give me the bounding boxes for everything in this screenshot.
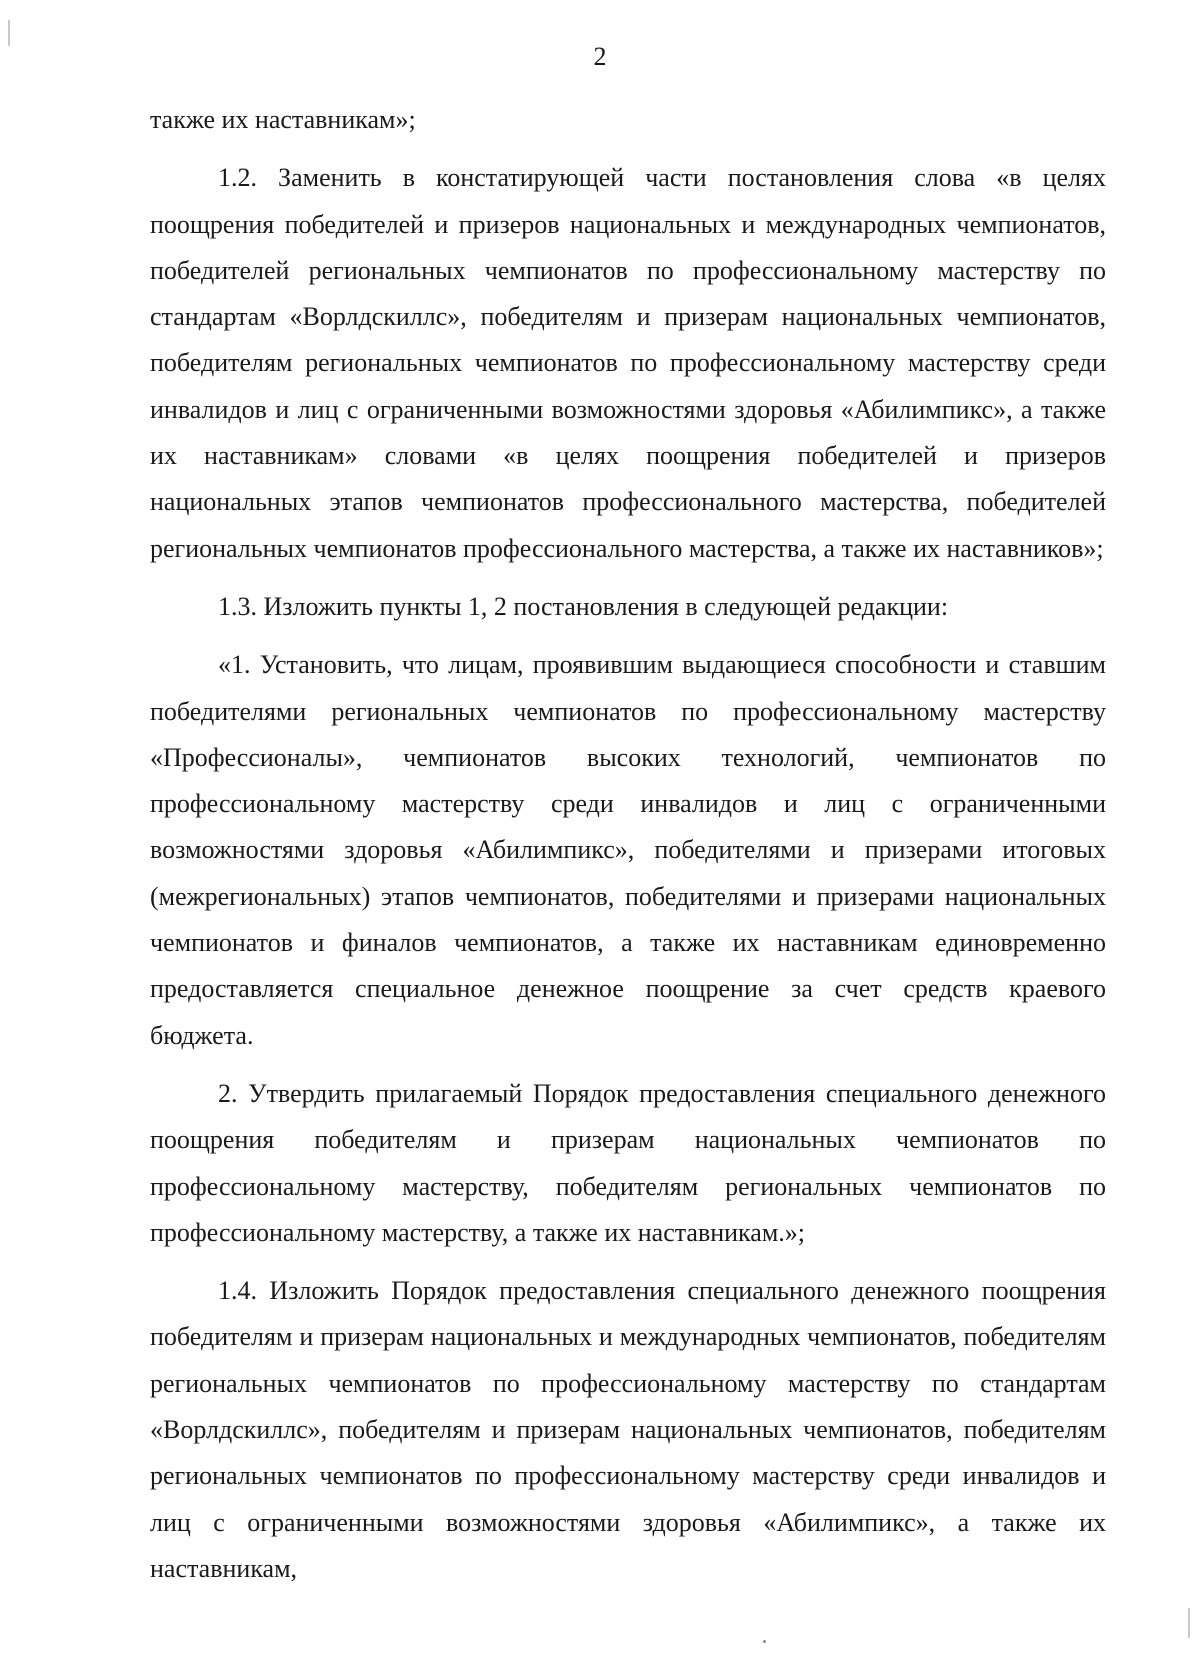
paragraph-quoted-point-1: «1. Установить, что лицам, проявившим выдающиеся способности и ставшим победителями региональных чемпионатов по профессиональному мастерству «Профессионалы», чемпионатов высоких технологий, чемпионатов по профессиональному мастерству среди инвалидов и лиц с ограниченными возможностями здоровья «Абилимпикс», победителями и призерами итоговых (межрегиональных) этапов чемпионатов, победителями и призерами национальных чемпионатов и финалов чемпионатов, а также их наставникам единовременно предоставляется специальное денежное поощрение за счет средств краевого бюджета. — [150, 650, 1106, 1050]
document-body — [150, 97, 1106, 1592]
page-number: 2 — [593, 42, 607, 71]
paragraph-item-1-3: 1.3. Изложить пункты 1, 2 постановления в следующей редакции: — [218, 591, 949, 621]
scan-dust-dot — [763, 1640, 766, 1643]
paragraph-item-1-4: 1.4. Изложить Порядок предоставления специального денежного поощрения победителям и призерам национальных и международных чемпионатов, победителям региональных чемпионатов по профессиональному мастерству по стандартам «Ворлдскиллс», победителям и призерам национальных чемпионатов, победителям региональных чемпионатов по профессиональному мастерству среди инвалидов и лиц с ограниченными возможностями здоровья «Абилимпикс», а также их наставникам, — [150, 1276, 1106, 1583]
paragraph-item-1-2: 1.2. Заменить в констатирующей части постановления слова «в целях поощрения победителей и призеров национальных и международных чемпионатов, победителей региональных чемпионатов по профессиональному мастерству по стандартам «Ворлдскиллс», победителям и призерам национальных чемпионатов, победителям региональных чемпионатов по профессиональному мастерству среди инвалидов и лиц с ограниченными возможностями здоровья «Абилимпикс», а также их наставникам» словами «в целях поощрения победителей и призеров национальных этапов чемпионатов профессионального мастерства, победителей региональных чемпионатов профессионального мастерства, а также их наставников»; — [150, 163, 1106, 563]
scan-edge-mark-bottom — [1188, 1608, 1190, 1638]
paragraph-continuation: также их наставникам»; — [150, 105, 416, 134]
paragraph-quoted-point-2: 2. Утвердить прилагаемый Порядок предоставления специального денежного поощрения победителям и призерам национальных чемпионатов по профессиональному мастерству, победителям региональных чемпионатов по профессиональному мастерству, а также их наставникам.»; — [150, 1078, 1106, 1247]
